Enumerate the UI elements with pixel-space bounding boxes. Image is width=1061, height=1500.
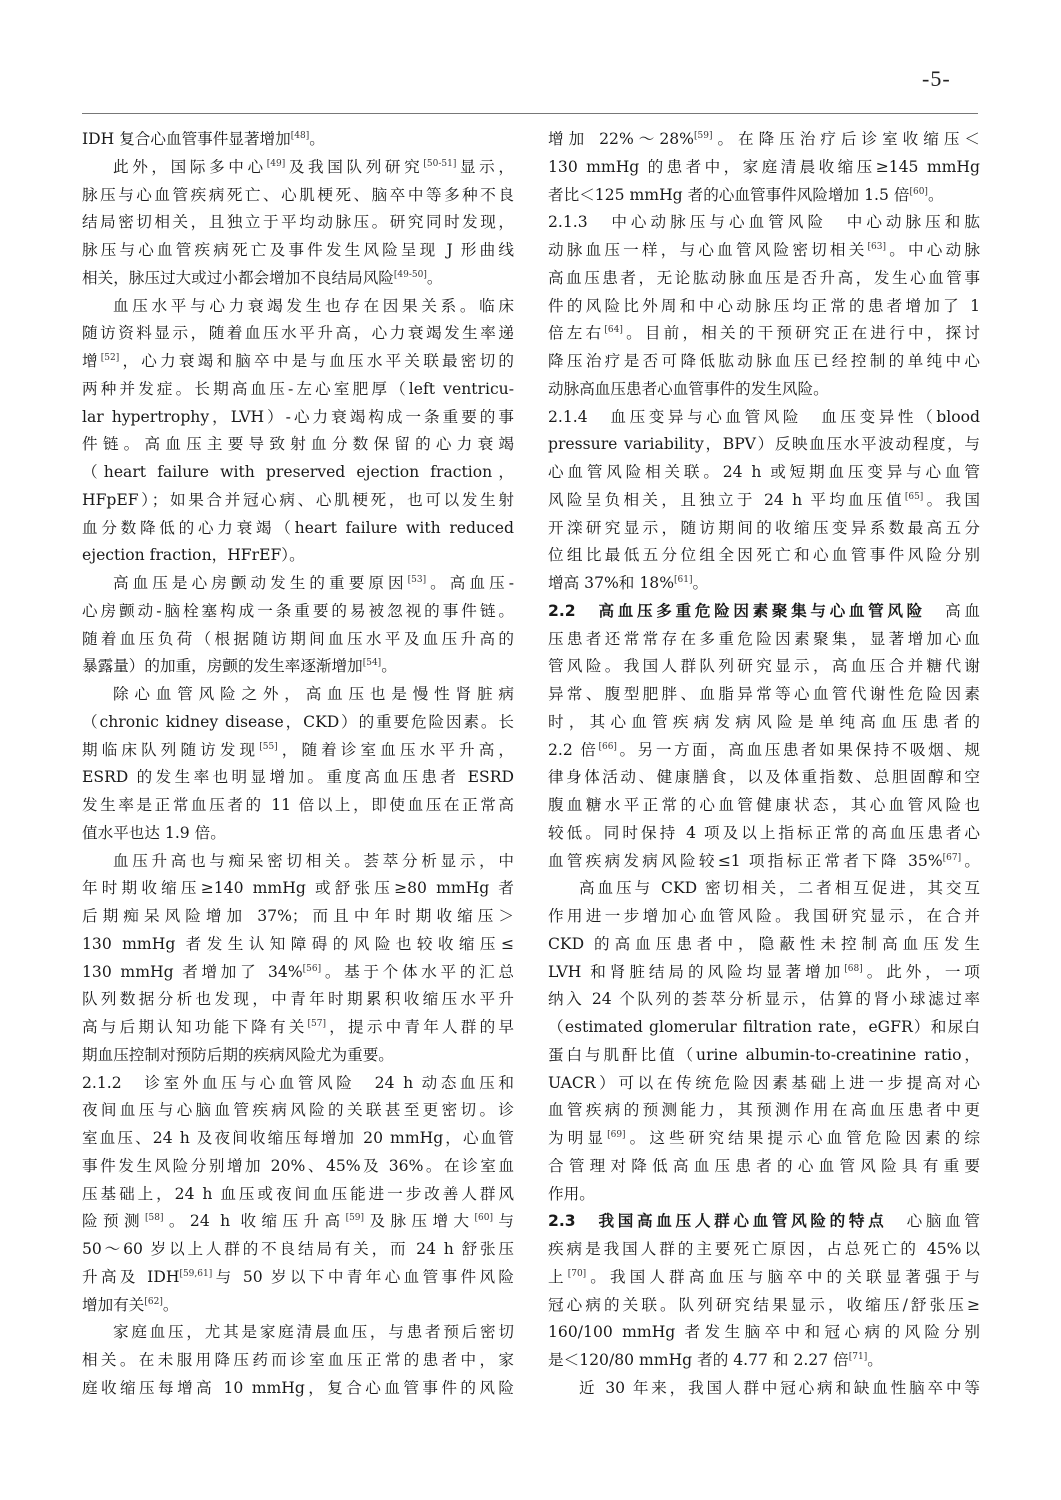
text-line: 增[52]，心力衰竭和脑卒中是与血压水平关联最密切的: [82, 352, 514, 370]
text-line: 高血压患者，无论肱动脉血压是否升高，发生心血管事: [548, 268, 980, 287]
text-line: 130 mmHg 者发生认知障碍的风险也较收缩压≤: [82, 934, 514, 953]
text-line: （chronic kidney disease，CKD）的重要危险因素。长: [82, 712, 514, 731]
text-line: 心血管风险相关联。24 h 或短期血压变异与心血管: [548, 463, 980, 481]
text-line: 血管疾病的预测能力，其预测作用在高血压患者中更: [548, 1101, 980, 1120]
text-line: 压患者还常常存在多重危险因素聚集，显著增加心血: [548, 629, 980, 648]
text-line: 130 mmHg 的患者中，家庭清晨收缩压≥145 mmHg: [548, 157, 980, 176]
text-line: 2.3 我国高血压人群心血管风险的特点 心脑血管: [548, 1212, 980, 1231]
citation-ref[interactable]: [62]: [144, 1296, 163, 1307]
text-line: 2.1.3 中心动脉压与心血管风险 中心动脉压和肱: [548, 213, 980, 232]
text-line: 是＜120/80 mmHg 者的 4.77 和 2.27 倍[71]。: [548, 1351, 883, 1369]
citation-ref[interactable]: [68]: [844, 963, 863, 974]
citation-ref[interactable]: [59]: [693, 131, 713, 141]
text-line: 事件发生风险分别增加 20%、45%及 36%。在诊室血: [82, 1156, 514, 1175]
citation-ref[interactable]: [70]: [567, 1268, 587, 1279]
citation-ref[interactable]: [61]: [674, 575, 693, 585]
text-line: 后期痴呆风险增加 37%；而且中年时期收缩压＞: [82, 907, 514, 925]
text-line: 两种并发症。长期高血压-左心室肥厚（left ventricu-: [82, 379, 514, 398]
text-line: 件链。高血压主要导致射血分数保留的心力衰竭: [82, 435, 514, 454]
text-line: 开滦研究显示，随访期间的收缩压变异系数最高五分: [548, 518, 980, 537]
text-line: 相关，脉压过大或过小都会增加不良结局风险[49-50]。: [82, 268, 443, 287]
text-line: HFpEF）；如果合并冠心病、心肌梗死，也可以发生射: [82, 490, 514, 509]
citation-ref[interactable]: [59]: [345, 1213, 365, 1224]
citation-ref[interactable]: [56]: [302, 963, 322, 974]
text-line: 2.2 倍[66]。另一方面，高血压患者如果保持不吸烟、规: [548, 740, 980, 759]
text-line: 管风险。我国人群队列研究显示，高血压合并糖代谢: [548, 657, 980, 676]
text-line: 上[70]。我国人群高血压与脑卒中的关联显著强于与: [548, 1267, 980, 1286]
citation-ref[interactable]: [50-51]: [423, 158, 457, 169]
section-heading: 2.3 我国高血压人群心血管风险的特点: [548, 1212, 888, 1231]
text-line: 高血压是心房颤动发生的重要原因[53]。高血压-: [113, 574, 514, 592]
text-line: 2.1.2 诊室外血压与心血管风险 24 h 动态血压和: [82, 1073, 514, 1092]
citation-ref[interactable]: [59,61]: [179, 1268, 213, 1279]
citation-ref[interactable]: [58]: [145, 1213, 164, 1224]
text-line: UACR）可以在传统危险因素基础上进一步提高对心: [548, 1073, 980, 1092]
citation-ref[interactable]: [49-50]: [393, 269, 427, 280]
left-column: [82, 126, 514, 1403]
citation-ref[interactable]: [66]: [598, 741, 617, 752]
text-line: 异常、腹型肥胖、血脂异常等心血管代谢性危险因素: [548, 685, 980, 703]
text-line: IDH 复合心血管事件显著增加[48]。: [82, 130, 325, 148]
text-line: 年时期收缩压≥140 mmHg 或舒张压≥80 mmHg 者: [82, 879, 514, 898]
text-line: 律身体活动、健康膳食，以及体重指数、总胆固醇和空: [548, 768, 980, 787]
text-line: 降压治疗是否可降低肱动脉血压已经控制的单纯中心: [548, 352, 980, 370]
text-line: 期临床队列随访发现[55]，随着诊室血压水平升高，: [82, 740, 514, 759]
text-line: 冠心病的关联。队列研究结果显示，收缩压/舒张压≥: [548, 1295, 980, 1314]
text-line: 作用进一步增加心血管风险。我国研究显示，在合并: [548, 907, 980, 925]
header-rule: [82, 113, 978, 114]
text-line: 值水平也达 1.9 倍。: [82, 823, 226, 842]
text-line: 增高 37%和 18%[61]。: [548, 574, 709, 592]
text-line: CKD 的高血压患者中，隐蔽性未控制高血压发生: [548, 934, 980, 953]
text-line: 庭收缩压每增高 10 mmHg，复合心血管事件的风险: [82, 1378, 514, 1397]
text-line: 时，其心血管疾病发病风险是单纯高血压患者的: [548, 712, 980, 731]
text-line: 件的风险比外周和中心动脉压均正常的患者增加了 1: [548, 296, 980, 315]
text-line: 疾病是我国人群的主要死亡原因，占总死亡的 45%以: [548, 1240, 980, 1258]
text-line: 50～60 岁以上人群的不良结局有关，而 24 h 舒张压: [82, 1240, 514, 1258]
citation-ref[interactable]: [71]: [848, 1352, 868, 1362]
text-line: 随着血压负荷（根据随访期间血压水平及血压升高的: [82, 629, 514, 648]
citation-ref[interactable]: [53]: [407, 575, 427, 585]
text-line: 蛋白与肌酐比值（urine albumin-to-creatinine ratio，: [548, 1045, 980, 1064]
text-line: pressure variability，BPV）反映血压水平波动程度，与: [548, 435, 980, 454]
text-line: 夜间血压与心脑血管疾病风险的关联甚至更密切。诊: [82, 1101, 514, 1120]
text-line: 130 mmHg 者增加了 34%[56]。基于个体水平的汇总: [82, 962, 514, 981]
text-line: lar hypertrophy，LVH）-心力衰竭构成一条重要的事: [82, 407, 514, 426]
text-line: 动脉血压一样，与心血管风险密切相关[63]。中心动脉: [548, 241, 980, 259]
citation-ref[interactable]: [55]: [259, 741, 278, 752]
citation-ref[interactable]: [48]: [290, 131, 310, 141]
text-line: 纳入 24 个队列的荟萃分析显示，估算的肾小球滤过率: [548, 990, 980, 1009]
citation-ref[interactable]: [67]: [942, 852, 962, 863]
citation-ref[interactable]: [57]: [307, 1019, 327, 1029]
text-line: 随访资料显示，随着血压水平升高，心力衰竭发生率递: [82, 324, 514, 343]
text-line: 血压水平与心力衰竭发生也存在因果关系。临床: [113, 296, 514, 315]
citation-ref[interactable]: [64]: [604, 325, 623, 336]
text-line: 为明显[69]。这些研究结果提示心血管危险因素的综: [548, 1129, 980, 1147]
text-line: 者比＜125 mmHg 者的心血管事件风险增加 1.5 倍[60]。: [548, 185, 944, 204]
text-line: 2.2 高血压多重危险因素聚集与心血管风险 高血: [548, 601, 980, 620]
text-line: ESRD 的发生率也明显增加。重度高血压患者 ESRD: [82, 768, 514, 787]
text-line: 暴露量）的加重，房颤的发生率逐渐增加[54]。: [82, 657, 397, 676]
text-line: 室血压、24 h 及夜间收缩压每增加 20 mmHg，心血管: [82, 1129, 514, 1147]
text-line: 此外，国际多中心[49]及我国队列研究[50-51]显示，: [113, 157, 514, 176]
text-line: 血分数降低的心力衰竭（heart failure with reduced: [82, 518, 514, 537]
text-line: 风险呈负相关，且独立于 24 h 平均血压值[65]。我国: [548, 490, 980, 509]
text-line: 高血压与 CKD 密切相关，二者相互促进，其交互: [579, 879, 980, 898]
text-line: 血压升高也与痴呆密切相关。荟萃分析显示，中: [113, 851, 514, 870]
citation-ref[interactable]: [69]: [607, 1130, 626, 1140]
page-number: -5-: [922, 66, 951, 91]
text-line: 动脉高血压患者心血管事件的发生风险。: [548, 379, 829, 398]
text-line: ejection fraction，HFrEF）。: [82, 546, 305, 565]
text-line: 期血压控制对预防后期的疾病风险尤为重要。: [82, 1045, 394, 1064]
citation-ref[interactable]: [52]: [100, 353, 120, 363]
citation-ref[interactable]: [49]: [266, 158, 286, 169]
text-line: 心房颤动-脑栓塞构成一条重要的易被忽视的事件链。: [82, 601, 514, 620]
citation-ref[interactable]: [65]: [904, 491, 924, 502]
text-line: 升高及 IDH[59,61]与 50 岁以下中青年心血管事件风险: [82, 1267, 514, 1286]
text-line: （estimated glomerular filtration rate，eGFR）和尿白: [548, 1018, 980, 1036]
text-line: 血管疾病发病风险较≤1 项指标正常者下降 35%[67]。: [548, 851, 980, 870]
text-line: 队列数据分析也发现，中青年时期累积收缩压水平升: [82, 990, 514, 1009]
text-line: 高与后期认知功能下降有关[57]，提示中青年人群的早: [82, 1018, 514, 1036]
text-line: 作用。: [548, 1184, 595, 1203]
text-line: 160/100 mmHg 者发生脑卒中和冠心病的风险分别: [548, 1323, 980, 1342]
section-heading: 2.2 高血压多重危险因素聚集与心血管风险: [548, 601, 926, 620]
citation-ref[interactable]: [60]: [474, 1213, 493, 1224]
text-line: 较低。同时保持 4 项及以上指标正常的高血压患者心: [548, 823, 980, 842]
text-line: 2.1.4 血压变异与心血管风险 血压变异性（blood: [548, 407, 980, 426]
text-line: 相关。在未服用降压药而诊室血压正常的患者中，家: [82, 1351, 514, 1369]
right-column: [548, 126, 980, 1403]
text-line: 脉压与心血管疾病死亡、心肌梗死、脑卒中等多种不良: [82, 185, 514, 204]
text-line: 除心血管风险之外，高血压也是慢性肾脏病: [113, 685, 514, 703]
text-line: 增加有关[62]。: [82, 1295, 179, 1314]
text-line: 增加 22%～28%[59]。在降压治疗后诊室收缩压＜: [548, 130, 980, 148]
text-line: 位组比最低五分位组全因死亡和心血管事件风险分别: [548, 546, 980, 565]
text-line: 脉压与心血管疾病死亡及事件发生风险呈现 J 形曲线: [82, 241, 514, 259]
text-line: 压基础上，24 h 血压或夜间血压能进一步改善人群风: [82, 1184, 514, 1203]
text-line: 家庭血压，尤其是家庭清晨血压，与患者预后密切: [113, 1323, 514, 1342]
text-line: 发生率是正常血压者的 11 倍以上，即使血压在正常高: [82, 796, 514, 814]
citation-ref[interactable]: [60]: [909, 186, 928, 197]
text-line: 险预测[58]。24 h 收缩压升高[59]及脉压增大[60]与: [82, 1212, 514, 1231]
text-line: 倍左右[64]。目前，相关的干预研究正在进行中，探讨: [548, 324, 980, 343]
text-line: 近 30 年来，我国人群中冠心病和缺血性脑卒中等: [579, 1378, 980, 1397]
text-line: 合管理对降低高血压患者的心血管风险具有重要: [548, 1156, 980, 1175]
text-line: LVH 和肾脏结局的风险均显著增加[68]。此外，一项: [548, 962, 980, 981]
citation-ref[interactable]: [63]: [867, 242, 886, 252]
text-line: （heart failure with preserved ejection fraction，: [82, 463, 514, 481]
text-line: 结局密切相关，且独立于平均动脉压。研究同时发现，: [82, 213, 514, 232]
citation-ref[interactable]: [54]: [362, 658, 382, 669]
text-line: 腹血糖水平正常的心血管健康状态，其心血管风险也: [548, 796, 980, 814]
